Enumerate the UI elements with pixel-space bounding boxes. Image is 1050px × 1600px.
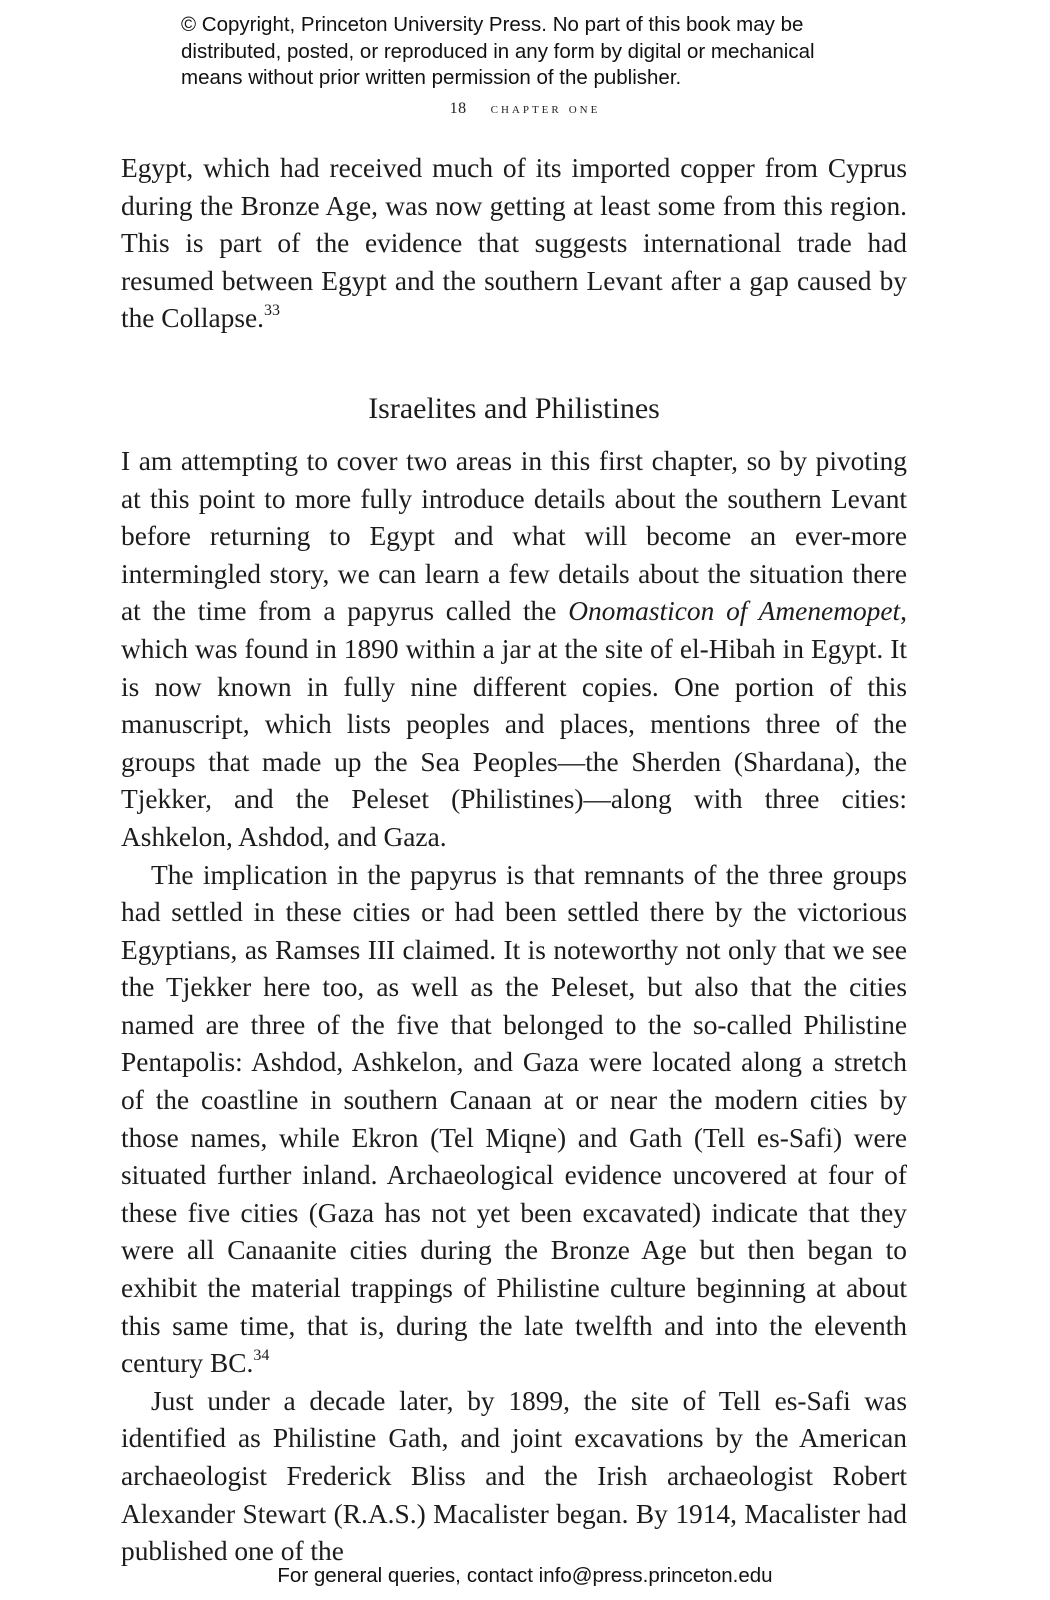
copyright-notice <box>181 12 941 92</box>
paragraph-text: Just under a decade later, by 1899, the site of Tell es-Safi was identified as Philistine Gath, and joint excavations by the American archaeologist Frederick Bliss and the Irish archaeologist Robert Alexander Stewart (R.A.S.) Macalister began. By 1914, Macalister had published one of the <box>121 1385 907 1567</box>
paragraph-text: Egypt, which had received much of its imported copper from Cyprus during the Bronze Age, was now getting at least some from this region. This is part of the evidence that suggests international trade had resumed between Egypt and the southern Levant after a gap caused by the Collapse. <box>121 153 907 334</box>
footer-label: For general queries, <box>277 1564 461 1587</box>
copyright-line: distributed, posted, or reproduced in any form by digital or mechanical <box>181 39 815 63</box>
page-number: 18 <box>449 100 467 117</box>
paragraph-text: The implication in the papyrus is that remnants of the three groups had settled in these cities or had been settled there by the victorious Egyptians, as Ramses III claimed. It is noteworthy not only that we see the Tjekker here too, as well as the Peleset, but also that the cities named are three of the five that belonged to the so-called Philistine Pentapolis: Ashdod, Ashkelon, and Gaza were located along a stretch of the coastline in southern Canaan at or near the modern cities by those names, while Ekron (Tel Miqne) and Gath (Tell es-Safi) were situated further inland. Archaeological evidence uncovered at four of these five cities (Gaza has not yet been excavated) indicate that they were all Canaanite cities during the Bronze Age but then began to exhibit the material trappings of Philistine culture beginning at about this same time, that is, during the late twelfth and into the eleventh century BC. <box>121 859 907 1379</box>
paragraph <box>121 443 907 857</box>
copyright-line: means without prior written permission of the publisher. <box>181 66 682 89</box>
paragraph <box>121 1383 907 1571</box>
italic-title: Onomasticon of Amenemopet <box>568 596 901 627</box>
footer-contact: contact info@press.princeton.edu <box>466 1564 773 1587</box>
paragraph <box>121 857 907 1383</box>
footer <box>0 1564 1050 1588</box>
footnote-marker: 34 <box>253 1347 270 1365</box>
chapter-title: chapter one <box>490 100 601 117</box>
paragraph-text: , which was found in 1890 within a jar at the site of el-Hibah in Egypt. It is now known in fully nine different copies. One portion of this manuscript, which lists peoples and places, mentions three of the groups that made up the Sea Peoples—the Sherden (Shardana), the Tjekker, and the Peleset (Philistines)—along with three cities: Ashkelon, Ashdod, and Gaza. <box>121 596 907 852</box>
section-heading: Israelites and Philistines <box>368 391 660 425</box>
footnote-marker: 33 <box>264 302 281 320</box>
page-body <box>121 150 907 1571</box>
paragraph-text: I am attempting to cover two areas in this first chapter, so by pivoting at this point to more fully introduce details about the southern Levant before returning to Egypt and what will become an ever-more intermingled story, we can learn a few details about the situation there at the time from a papyrus called the <box>121 445 907 627</box>
running-head <box>0 100 1050 118</box>
paragraph <box>121 150 907 338</box>
copyright-line: © Copyright, Princeton University Press. No part of this book may be <box>181 13 804 36</box>
